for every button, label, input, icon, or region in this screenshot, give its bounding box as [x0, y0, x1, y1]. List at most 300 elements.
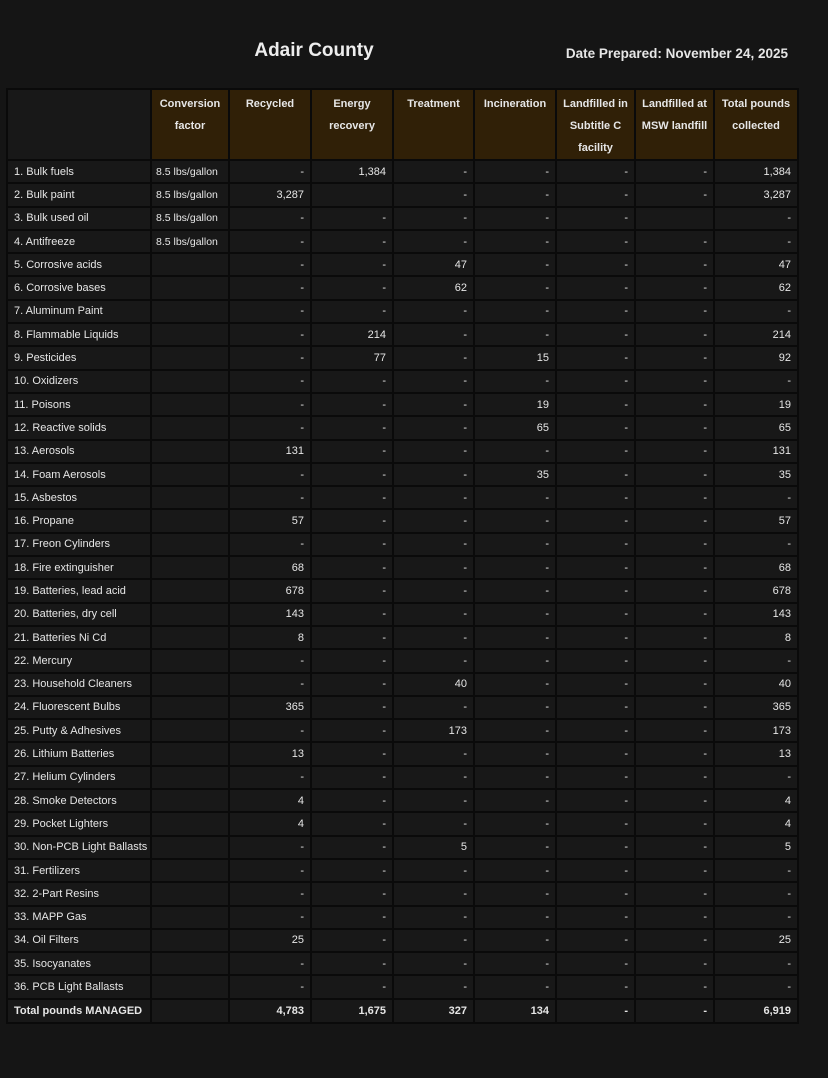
table-row	[8, 371, 797, 392]
cell-energy-recovery: -	[312, 417, 392, 438]
cell-item-name: 24. Fluorescent Bulbs	[8, 697, 150, 718]
cell-treatment: -	[394, 510, 473, 531]
cell-energy-recovery	[312, 184, 392, 205]
cell-conversion-factor	[152, 371, 228, 392]
cell-total-pounds: -	[715, 953, 797, 974]
cell-landfilled-subtitle-c: -	[557, 557, 634, 578]
cell-recycled: 13	[230, 743, 310, 764]
cell-incineration: -	[475, 324, 555, 345]
table-row	[8, 930, 797, 951]
cell-landfilled-subtitle-c: -	[557, 953, 634, 974]
cell-treatment: 62	[394, 277, 473, 298]
cell-total-pounds: -	[715, 907, 797, 928]
cell-landfilled-subtitle-c: -	[557, 487, 634, 508]
cell-recycled: 143	[230, 604, 310, 625]
cell-landfilled-subtitle-c: -	[557, 883, 634, 904]
table-row	[8, 417, 797, 438]
cell-conversion-factor	[152, 441, 228, 462]
cell-total-pounds: 65	[715, 417, 797, 438]
cell-conversion-factor	[152, 720, 228, 741]
cell-energy-recovery: -	[312, 790, 392, 811]
cell-conversion-factor	[152, 254, 228, 275]
cell-landfilled-subtitle-c: -	[557, 860, 634, 881]
cell-conversion-factor	[152, 464, 228, 485]
cell-item-name: 21. Batteries Ni Cd	[8, 627, 150, 648]
cell-total-pounds: 3,287	[715, 184, 797, 205]
table-row	[8, 254, 797, 275]
cell-total-pounds: 57	[715, 510, 797, 531]
cell-conversion-factor	[152, 953, 228, 974]
cell-total-pounds: 6,919	[715, 1000, 797, 1022]
cell-total-pounds: -	[715, 231, 797, 252]
cell-incineration: -	[475, 534, 555, 555]
cell-total-pounds: 25	[715, 930, 797, 951]
cell-energy-recovery: -	[312, 650, 392, 671]
cell-landfilled-subtitle-c: -	[557, 510, 634, 531]
cell-total-pounds: 5	[715, 837, 797, 858]
cell-landfilled-msw: -	[636, 697, 713, 718]
column-header-incineration: Incineration	[475, 90, 555, 159]
cell-recycled: -	[230, 347, 310, 368]
cell-incineration: -	[475, 627, 555, 648]
cell-item-name: 2. Bulk paint	[8, 184, 150, 205]
cell-treatment: -	[394, 860, 473, 881]
cell-item-name: 7. Aluminum Paint	[8, 301, 150, 322]
table-row	[8, 184, 797, 205]
cell-conversion-factor: 8.5 lbs/gallon	[152, 208, 228, 229]
cell-total-pounds: 143	[715, 604, 797, 625]
cell-treatment: 5	[394, 837, 473, 858]
cell-recycled: 57	[230, 510, 310, 531]
cell-incineration: -	[475, 487, 555, 508]
table-row	[8, 907, 797, 928]
cell-treatment: -	[394, 976, 473, 997]
cell-energy-recovery: -	[312, 697, 392, 718]
cell-item-name: 25. Putty & Adhesives	[8, 720, 150, 741]
cell-incineration: -	[475, 860, 555, 881]
cell-landfilled-subtitle-c: -	[557, 208, 634, 229]
cell-incineration: -	[475, 277, 555, 298]
cell-total-pounds: -	[715, 860, 797, 881]
cell-recycled: -	[230, 208, 310, 229]
cell-landfilled-subtitle-c: -	[557, 184, 634, 205]
cell-total-pounds: -	[715, 767, 797, 788]
cell-landfilled-subtitle-c: -	[557, 417, 634, 438]
cell-incineration: -	[475, 580, 555, 601]
cell-item-name: 32. 2-Part Resins	[8, 883, 150, 904]
cell-landfilled-subtitle-c: -	[557, 976, 634, 997]
cell-landfilled-msw: -	[636, 417, 713, 438]
header-row	[8, 90, 797, 159]
cell-treatment: -	[394, 441, 473, 462]
cell-incineration: -	[475, 697, 555, 718]
cell-energy-recovery: -	[312, 464, 392, 485]
table-row	[8, 557, 797, 578]
cell-conversion-factor	[152, 674, 228, 695]
cell-recycled: -	[230, 976, 310, 997]
table-row	[8, 767, 797, 788]
cell-total-pounds: 214	[715, 324, 797, 345]
cell-landfilled-msw: -	[636, 347, 713, 368]
cell-treatment: -	[394, 743, 473, 764]
cell-landfilled-msw: -	[636, 674, 713, 695]
cell-treatment: -	[394, 604, 473, 625]
cell-treatment: -	[394, 883, 473, 904]
cell-landfilled-subtitle-c: -	[557, 930, 634, 951]
cell-item-name: 15. Asbestos	[8, 487, 150, 508]
cell-treatment: -	[394, 208, 473, 229]
cell-recycled: 4,783	[230, 1000, 310, 1022]
cell-landfilled-msw: -	[636, 813, 713, 834]
cell-item-name: 10. Oxidizers	[8, 371, 150, 392]
cell-item-name: 1. Bulk fuels	[8, 161, 150, 182]
cell-item-name: 27. Helium Cylinders	[8, 767, 150, 788]
cell-landfilled-subtitle-c: -	[557, 231, 634, 252]
cell-recycled: 365	[230, 697, 310, 718]
cell-landfilled-subtitle-c: -	[557, 627, 634, 648]
table-row	[8, 487, 797, 508]
cell-incineration: -	[475, 441, 555, 462]
cell-landfilled-subtitle-c: -	[557, 371, 634, 392]
cell-total-pounds: -	[715, 301, 797, 322]
cell-conversion-factor	[152, 743, 228, 764]
cell-incineration: -	[475, 813, 555, 834]
cell-incineration: -	[475, 371, 555, 392]
table-row	[8, 277, 797, 298]
cell-item-name: 5. Corrosive acids	[8, 254, 150, 275]
cell-incineration: -	[475, 161, 555, 182]
cell-item-name: 6. Corrosive bases	[8, 277, 150, 298]
cell-landfilled-msw: -	[636, 464, 713, 485]
cell-total-pounds: -	[715, 883, 797, 904]
cell-landfilled-subtitle-c: -	[557, 301, 634, 322]
total-row	[8, 1000, 797, 1022]
table-row	[8, 697, 797, 718]
cell-landfilled-msw: -	[636, 277, 713, 298]
cell-incineration: -	[475, 184, 555, 205]
cell-treatment: -	[394, 301, 473, 322]
table-row	[8, 627, 797, 648]
cell-incineration: -	[475, 976, 555, 997]
cell-conversion-factor	[152, 277, 228, 298]
cell-incineration: 65	[475, 417, 555, 438]
cell-recycled: -	[230, 650, 310, 671]
table-body	[8, 161, 797, 1022]
column-header-treatment: Treatment	[394, 90, 473, 159]
cell-conversion-factor	[152, 394, 228, 415]
table-row	[8, 953, 797, 974]
cell-recycled: -	[230, 674, 310, 695]
cell-conversion-factor	[152, 627, 228, 648]
cell-landfilled-subtitle-c: -	[557, 464, 634, 485]
cell-incineration: -	[475, 720, 555, 741]
cell-landfilled-subtitle-c: -	[557, 604, 634, 625]
cell-conversion-factor	[152, 510, 228, 531]
table-row	[8, 837, 797, 858]
cell-item-name: 8. Flammable Liquids	[8, 324, 150, 345]
cell-landfilled-msw: -	[636, 1000, 713, 1022]
cell-incineration: -	[475, 790, 555, 811]
cell-energy-recovery: -	[312, 441, 392, 462]
cell-energy-recovery: -	[312, 231, 392, 252]
cell-conversion-factor	[152, 930, 228, 951]
cell-conversion-factor	[152, 534, 228, 555]
cell-conversion-factor	[152, 697, 228, 718]
table-row	[8, 324, 797, 345]
cell-energy-recovery: -	[312, 953, 392, 974]
table-row	[8, 674, 797, 695]
cell-landfilled-subtitle-c: -	[557, 277, 634, 298]
cell-item-name: 28. Smoke Detectors	[8, 790, 150, 811]
cell-recycled: 678	[230, 580, 310, 601]
cell-total-pounds: 1,384	[715, 161, 797, 182]
cell-treatment: -	[394, 417, 473, 438]
cell-recycled: -	[230, 301, 310, 322]
table-row	[8, 860, 797, 881]
cell-landfilled-msw: -	[636, 534, 713, 555]
cell-energy-recovery: -	[312, 604, 392, 625]
cell-recycled: -	[230, 534, 310, 555]
cell-landfilled-subtitle-c: -	[557, 907, 634, 928]
cell-recycled: -	[230, 464, 310, 485]
cell-landfilled-msw: -	[636, 394, 713, 415]
cell-treatment: 47	[394, 254, 473, 275]
cell-landfilled-msw: -	[636, 580, 713, 601]
cell-energy-recovery: -	[312, 674, 392, 695]
cell-landfilled-msw: -	[636, 930, 713, 951]
table-row	[8, 604, 797, 625]
cell-conversion-factor	[152, 487, 228, 508]
cell-item-name: 14. Foam Aerosols	[8, 464, 150, 485]
cell-treatment: 327	[394, 1000, 473, 1022]
cell-item-name: 22. Mercury	[8, 650, 150, 671]
cell-energy-recovery: -	[312, 254, 392, 275]
cell-energy-recovery: 77	[312, 347, 392, 368]
column-header-energy-recovery: Energy recovery	[312, 90, 392, 159]
cell-item-name: 33. MAPP Gas	[8, 907, 150, 928]
cell-energy-recovery: -	[312, 557, 392, 578]
cell-recycled: -	[230, 720, 310, 741]
cell-recycled: -	[230, 324, 310, 345]
cell-item-name: 23. Household Cleaners	[8, 674, 150, 695]
table-row	[8, 883, 797, 904]
table-row	[8, 976, 797, 997]
cell-energy-recovery: -	[312, 487, 392, 508]
cell-recycled: -	[230, 487, 310, 508]
column-header-landfilled-subtitle-c: Landfilled in Subtitle C facility	[557, 90, 634, 159]
cell-treatment: -	[394, 627, 473, 648]
cell-landfilled-msw: -	[636, 254, 713, 275]
cell-treatment: -	[394, 394, 473, 415]
cell-recycled: -	[230, 767, 310, 788]
table-row	[8, 790, 797, 811]
cell-treatment: -	[394, 930, 473, 951]
cell-incineration: 35	[475, 464, 555, 485]
cell-landfilled-msw	[636, 208, 713, 229]
cell-landfilled-msw: -	[636, 184, 713, 205]
cell-landfilled-msw: -	[636, 953, 713, 974]
cell-landfilled-subtitle-c: -	[557, 394, 634, 415]
cell-conversion-factor	[152, 301, 228, 322]
cell-conversion-factor	[152, 860, 228, 881]
column-header-total-pounds: Total pounds collected	[715, 90, 797, 159]
cell-total-pounds: -	[715, 371, 797, 392]
cell-recycled: -	[230, 231, 310, 252]
cell-energy-recovery: -	[312, 371, 392, 392]
cell-energy-recovery: -	[312, 907, 392, 928]
waste-report-table	[6, 88, 799, 1024]
cell-item-name: 17. Freon Cylinders	[8, 534, 150, 555]
cell-conversion-factor	[152, 883, 228, 904]
cell-conversion-factor: 8.5 lbs/gallon	[152, 184, 228, 205]
cell-item-name: 35. Isocyanates	[8, 953, 150, 974]
cell-incineration: -	[475, 674, 555, 695]
cell-total-pounds: -	[715, 650, 797, 671]
cell-treatment: -	[394, 161, 473, 182]
table-row	[8, 301, 797, 322]
table-row	[8, 720, 797, 741]
cell-landfilled-msw: -	[636, 743, 713, 764]
cell-landfilled-msw: -	[636, 487, 713, 508]
cell-conversion-factor	[152, 1000, 228, 1022]
cell-incineration: -	[475, 907, 555, 928]
column-header-landfilled-msw: Landfilled at MSW landfill	[636, 90, 713, 159]
cell-item-name: 11. Poisons	[8, 394, 150, 415]
table-row	[8, 347, 797, 368]
cell-treatment: -	[394, 953, 473, 974]
cell-landfilled-msw: -	[636, 371, 713, 392]
cell-recycled: -	[230, 254, 310, 275]
cell-energy-recovery: -	[312, 883, 392, 904]
cell-item-name: 36. PCB Light Ballasts	[8, 976, 150, 997]
cell-incineration: -	[475, 883, 555, 904]
table-row	[8, 208, 797, 229]
cell-incineration: -	[475, 510, 555, 531]
cell-recycled: 68	[230, 557, 310, 578]
cell-recycled: 25	[230, 930, 310, 951]
cell-energy-recovery: -	[312, 208, 392, 229]
cell-incineration: -	[475, 231, 555, 252]
cell-incineration: -	[475, 837, 555, 858]
cell-conversion-factor	[152, 604, 228, 625]
cell-incineration: -	[475, 743, 555, 764]
cell-total-pounds: 13	[715, 743, 797, 764]
table-row	[8, 813, 797, 834]
cell-item-name: 29. Pocket Lighters	[8, 813, 150, 834]
cell-conversion-factor	[152, 767, 228, 788]
cell-landfilled-msw: -	[636, 557, 713, 578]
cell-conversion-factor	[152, 347, 228, 368]
cell-energy-recovery: -	[312, 277, 392, 298]
cell-treatment: -	[394, 813, 473, 834]
cell-landfilled-subtitle-c: -	[557, 534, 634, 555]
cell-incineration: -	[475, 208, 555, 229]
cell-incineration: -	[475, 953, 555, 974]
table-row	[8, 580, 797, 601]
cell-landfilled-msw: -	[636, 767, 713, 788]
date-prepared: Date Prepared: November 24, 2025	[565, 46, 788, 61]
cell-total-pounds: -	[715, 976, 797, 997]
table-row	[8, 510, 797, 531]
cell-item-name: 30. Non-PCB Light Ballasts	[8, 837, 150, 858]
cell-item-name: 16. Propane	[8, 510, 150, 531]
cell-conversion-factor	[152, 837, 228, 858]
cell-incineration: -	[475, 767, 555, 788]
table-row	[8, 161, 797, 182]
table-row	[8, 441, 797, 462]
cell-energy-recovery: -	[312, 976, 392, 997]
cell-treatment: -	[394, 534, 473, 555]
cell-total-pounds: 62	[715, 277, 797, 298]
cell-incineration: 134	[475, 1000, 555, 1022]
cell-recycled: 4	[230, 813, 310, 834]
cell-conversion-factor	[152, 557, 228, 578]
cell-landfilled-msw: -	[636, 650, 713, 671]
cell-landfilled-subtitle-c: -	[557, 720, 634, 741]
cell-energy-recovery: 1,384	[312, 161, 392, 182]
cell-item-name: Total pounds MANAGED	[8, 1000, 150, 1022]
page-title: Adair County	[254, 40, 374, 61]
cell-treatment: -	[394, 697, 473, 718]
cell-landfilled-subtitle-c: -	[557, 790, 634, 811]
cell-landfilled-msw: -	[636, 837, 713, 858]
cell-incineration: -	[475, 557, 555, 578]
cell-total-pounds: -	[715, 208, 797, 229]
cell-incineration: -	[475, 604, 555, 625]
cell-treatment: -	[394, 907, 473, 928]
cell-recycled: 131	[230, 441, 310, 462]
cell-recycled: -	[230, 860, 310, 881]
cell-total-pounds: -	[715, 534, 797, 555]
cell-landfilled-msw: -	[636, 510, 713, 531]
cell-total-pounds: 35	[715, 464, 797, 485]
cell-landfilled-subtitle-c: -	[557, 1000, 634, 1022]
cell-treatment: 40	[394, 674, 473, 695]
cell-treatment: -	[394, 184, 473, 205]
cell-landfilled-msw: -	[636, 907, 713, 928]
cell-landfilled-subtitle-c: -	[557, 254, 634, 275]
cell-landfilled-msw: -	[636, 441, 713, 462]
cell-conversion-factor: 8.5 lbs/gallon	[152, 161, 228, 182]
cell-energy-recovery: -	[312, 720, 392, 741]
cell-conversion-factor	[152, 324, 228, 345]
cell-treatment: 173	[394, 720, 473, 741]
cell-landfilled-msw: -	[636, 324, 713, 345]
cell-treatment: -	[394, 371, 473, 392]
cell-energy-recovery: -	[312, 301, 392, 322]
cell-conversion-factor	[152, 580, 228, 601]
cell-recycled: -	[230, 161, 310, 182]
cell-treatment: -	[394, 767, 473, 788]
cell-recycled: -	[230, 417, 310, 438]
cell-recycled: -	[230, 837, 310, 858]
cell-landfilled-msw: -	[636, 301, 713, 322]
cell-energy-recovery: 214	[312, 324, 392, 345]
cell-landfilled-msw: -	[636, 720, 713, 741]
cell-landfilled-msw: -	[636, 883, 713, 904]
cell-item-name: 20. Batteries, dry cell	[8, 604, 150, 625]
cell-landfilled-msw: -	[636, 790, 713, 811]
cell-landfilled-subtitle-c: -	[557, 580, 634, 601]
cell-landfilled-subtitle-c: -	[557, 441, 634, 462]
cell-energy-recovery: -	[312, 813, 392, 834]
cell-landfilled-subtitle-c: -	[557, 324, 634, 345]
cell-energy-recovery: -	[312, 580, 392, 601]
cell-landfilled-msw: -	[636, 231, 713, 252]
cell-total-pounds: -	[715, 487, 797, 508]
cell-landfilled-subtitle-c: -	[557, 697, 634, 718]
cell-total-pounds: 173	[715, 720, 797, 741]
